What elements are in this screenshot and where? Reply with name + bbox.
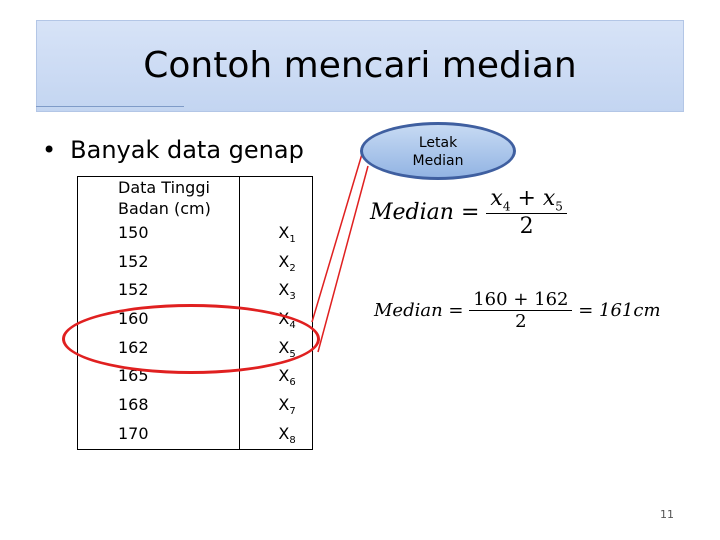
calculation-fraction (469, 289, 572, 332)
formula-fraction (486, 186, 567, 239)
formula-numerator: $x_4 + x_5$ (486, 186, 567, 214)
letak-median-callout (360, 122, 516, 180)
table-header-line-1: Data Tinggi (118, 178, 210, 197)
index-label: $X_7$ (278, 395, 296, 418)
formula-denominator: 2 (519, 214, 534, 240)
median-formula (370, 186, 567, 239)
pointer-line-bottom (318, 166, 368, 352)
height-value: 165 (118, 366, 149, 386)
bullet-icon: • (42, 136, 57, 164)
calculation-lhs: Median = (374, 300, 464, 321)
height-value: 152 (118, 251, 149, 271)
height-value: 168 (118, 395, 149, 415)
pointer-line-top (312, 154, 362, 322)
index-label: $X_8$ (278, 423, 296, 446)
index-label: $X_5$ (278, 337, 296, 360)
bullet-text: Banyak data genap (70, 136, 304, 164)
index-label: $X_4$ (278, 309, 296, 332)
height-value: 162 (118, 337, 149, 357)
index-label: $X_1$ (278, 223, 296, 246)
height-value: 170 (118, 423, 149, 443)
slide-number: 11 (660, 508, 674, 521)
height-value: 150 (118, 223, 149, 242)
callout-line-1: Letak (418, 135, 458, 151)
callout-line-2: Median (412, 153, 464, 169)
index-label: $X_3$ (278, 280, 296, 303)
calculation-result: = 161cm (578, 300, 661, 321)
index-label: $X_2$ (278, 251, 296, 274)
median-calculation (374, 289, 661, 332)
formula-lhs: Median = (370, 200, 480, 226)
height-value: 152 (118, 280, 149, 300)
table-header-line-2: Badan (cm) (118, 199, 211, 218)
height-value: 160 (118, 309, 149, 329)
slide-title: Contoh mencari median (143, 45, 577, 86)
index-label: $X_6$ (278, 366, 296, 389)
calculation-numerator: 160 + 162 (469, 289, 572, 311)
calculation-denominator: 2 (515, 311, 527, 332)
